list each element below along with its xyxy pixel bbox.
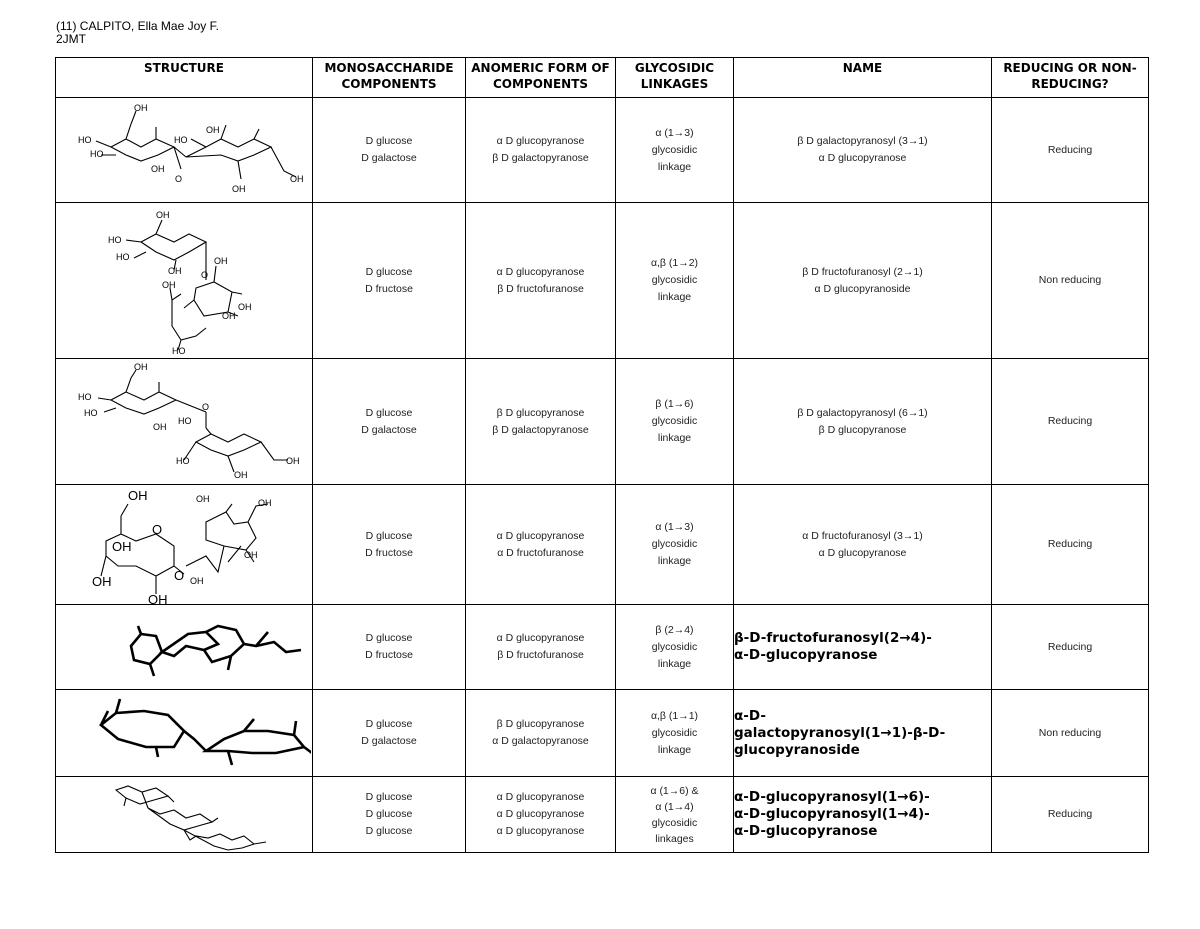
structure-cell bbox=[56, 690, 313, 777]
svg-text:HO: HO bbox=[116, 251, 130, 262]
svg-text:O: O bbox=[152, 521, 163, 537]
reducing-cell: Reducing bbox=[992, 98, 1149, 203]
reducing-cell: Non reducing bbox=[992, 203, 1149, 359]
monosaccharide-cell: D glucose D glucose D glucose bbox=[313, 777, 466, 853]
monosaccharide-cell: D glucose D fructose bbox=[313, 605, 466, 690]
structure-diagram-6 bbox=[56, 691, 311, 776]
svg-text:OH: OH bbox=[290, 173, 304, 184]
name-cell: β D galactopyranosyl (3→1) α D glucopyranose bbox=[734, 98, 992, 203]
col-header-monosaccharide: MONOSACCHARIDE COMPONENTS bbox=[313, 58, 466, 98]
linkage-cell: β (1→6) glycosidic linkage bbox=[616, 359, 734, 485]
structure-diagram-4 bbox=[56, 486, 311, 604]
svg-text:O: O bbox=[175, 173, 183, 184]
anomeric-cell: α D glucopyranose β D fructofuranose bbox=[466, 203, 616, 359]
svg-text:O: O bbox=[202, 401, 210, 412]
svg-text:OH: OH bbox=[168, 265, 182, 276]
svg-text:HO: HO bbox=[176, 455, 190, 466]
class-line: 2JMT bbox=[56, 32, 86, 46]
anomeric-cell: β D glucopyranose α D galactopyranose bbox=[466, 690, 616, 777]
svg-text:OH: OH bbox=[112, 538, 132, 554]
reducing-cell: Reducing bbox=[992, 485, 1149, 605]
svg-text:HO: HO bbox=[90, 148, 104, 159]
monosaccharide-cell: D glucose D fructose bbox=[313, 203, 466, 359]
structure-diagram-7 bbox=[56, 778, 311, 852]
svg-text:HO: HO bbox=[78, 391, 92, 402]
structure-cell bbox=[56, 485, 313, 605]
structure-diagram-5 bbox=[56, 606, 311, 689]
linkage-cell: α (1→3) glycosidic linkage bbox=[616, 98, 734, 203]
col-header-name: NAME bbox=[734, 58, 992, 98]
linkage-cell: α (1→3) glycosidic linkage bbox=[616, 485, 734, 605]
svg-text:OH: OH bbox=[156, 209, 170, 220]
svg-text:OH: OH bbox=[196, 493, 210, 504]
document-header bbox=[56, 20, 219, 46]
name-cell: α-D-glucopyranosyl(1→6)- α-D-glucopyranosyl(1→4)- α-D-glucopyranose bbox=[734, 777, 992, 853]
anomeric-cell: α D glucopyranose α D glucopyranose α D glucopyranose bbox=[466, 777, 616, 853]
structure-diagram-3 bbox=[56, 360, 311, 484]
anomeric-cell: α D glucopyranose β D galactopyranose bbox=[466, 98, 616, 203]
reducing-cell: Reducing bbox=[992, 605, 1149, 690]
linkage-cell: β (2→4) glycosidic linkage bbox=[616, 605, 734, 690]
svg-text:HO: HO bbox=[78, 134, 92, 145]
svg-text:OH: OH bbox=[232, 183, 246, 194]
name-cell: β-D-fructofuranosyl(2→4)- α-D-glucopyranose bbox=[734, 605, 992, 690]
structure-cell bbox=[56, 203, 313, 359]
svg-text:OH: OH bbox=[162, 279, 176, 290]
reducing-cell: Non reducing bbox=[992, 690, 1149, 777]
name-cell: α D fructofuranosyl (3→1) α D glucopyranose bbox=[734, 485, 992, 605]
svg-text:HO: HO bbox=[108, 234, 122, 245]
monosaccharide-cell: D glucose D galactose bbox=[313, 359, 466, 485]
svg-text:OH: OH bbox=[128, 487, 148, 503]
svg-text:OH: OH bbox=[153, 421, 167, 432]
table-row bbox=[56, 203, 1149, 359]
svg-text:OH: OH bbox=[134, 361, 148, 372]
col-header-reducing: REDUCING OR NON-REDUCING? bbox=[992, 58, 1149, 98]
svg-text:OH: OH bbox=[190, 575, 204, 586]
svg-text:O: O bbox=[174, 567, 185, 583]
table-row bbox=[56, 777, 1149, 853]
structure-cell bbox=[56, 605, 313, 690]
reducing-cell: Reducing bbox=[992, 359, 1149, 485]
anomeric-cell: β D glucopyranose β D galactopyranose bbox=[466, 359, 616, 485]
svg-text:OH: OH bbox=[148, 591, 168, 604]
linkage-cell: α (1→6) & α (1→4) glycosidic linkages bbox=[616, 777, 734, 853]
svg-text:OH: OH bbox=[222, 310, 236, 321]
svg-text:OH: OH bbox=[286, 455, 300, 466]
svg-text:HO: HO bbox=[172, 345, 186, 356]
structure-cell bbox=[56, 777, 313, 853]
linkage-cell: α,β (1→2) glycosidic linkage bbox=[616, 203, 734, 359]
svg-text:OH: OH bbox=[214, 255, 228, 266]
svg-text:O: O bbox=[201, 269, 209, 280]
svg-text:HO: HO bbox=[84, 407, 98, 418]
structure-diagram-2 bbox=[56, 204, 311, 358]
svg-text:HO: HO bbox=[174, 134, 188, 145]
anomeric-cell: α D glucopyranose α D fructofuranose bbox=[466, 485, 616, 605]
disaccharide-table bbox=[55, 57, 1149, 853]
svg-text:OH: OH bbox=[258, 497, 272, 508]
table-row bbox=[56, 359, 1149, 485]
structure-cell bbox=[56, 359, 313, 485]
svg-text:OH: OH bbox=[151, 163, 165, 174]
table-row bbox=[56, 98, 1149, 203]
table-header-row bbox=[56, 58, 1149, 98]
svg-text:OH: OH bbox=[134, 102, 148, 113]
table-row bbox=[56, 485, 1149, 605]
col-header-anomeric: ANOMERIC FORM OF COMPONENTS bbox=[466, 58, 616, 98]
reducing-cell: Reducing bbox=[992, 777, 1149, 853]
svg-text:OH: OH bbox=[92, 573, 112, 589]
table-row bbox=[56, 605, 1149, 690]
structure-cell bbox=[56, 98, 313, 203]
svg-text:OH: OH bbox=[244, 549, 258, 560]
monosaccharide-cell: D glucose D galactose bbox=[313, 98, 466, 203]
name-cell: α-D- galactopyranosyl(1→1)-β-D- glucopyranoside bbox=[734, 690, 992, 777]
name-cell: β D fructofuranosyl (2→1) α D glucopyranoside bbox=[734, 203, 992, 359]
linkage-cell: α,β (1→1) glycosidic linkage bbox=[616, 690, 734, 777]
monosaccharide-cell: D glucose D fructose bbox=[313, 485, 466, 605]
col-header-linkage: GLYCOSIDIC LINKAGES bbox=[616, 58, 734, 98]
svg-text:OH: OH bbox=[206, 124, 220, 135]
table-row bbox=[56, 690, 1149, 777]
svg-text:OH: OH bbox=[234, 469, 248, 480]
monosaccharide-cell: D glucose D galactose bbox=[313, 690, 466, 777]
col-header-structure: STRUCTURE bbox=[56, 58, 313, 98]
author-line: (11) CALPITO, Ella Mae Joy F. bbox=[56, 19, 219, 33]
anomeric-cell: α D glucopyranose β D fructofuranose bbox=[466, 605, 616, 690]
name-cell: β D galactopyranosyl (6→1) β D glucopyranose bbox=[734, 359, 992, 485]
structure-diagram-1 bbox=[56, 99, 311, 202]
svg-text:OH: OH bbox=[238, 301, 252, 312]
svg-text:HO: HO bbox=[178, 415, 192, 426]
